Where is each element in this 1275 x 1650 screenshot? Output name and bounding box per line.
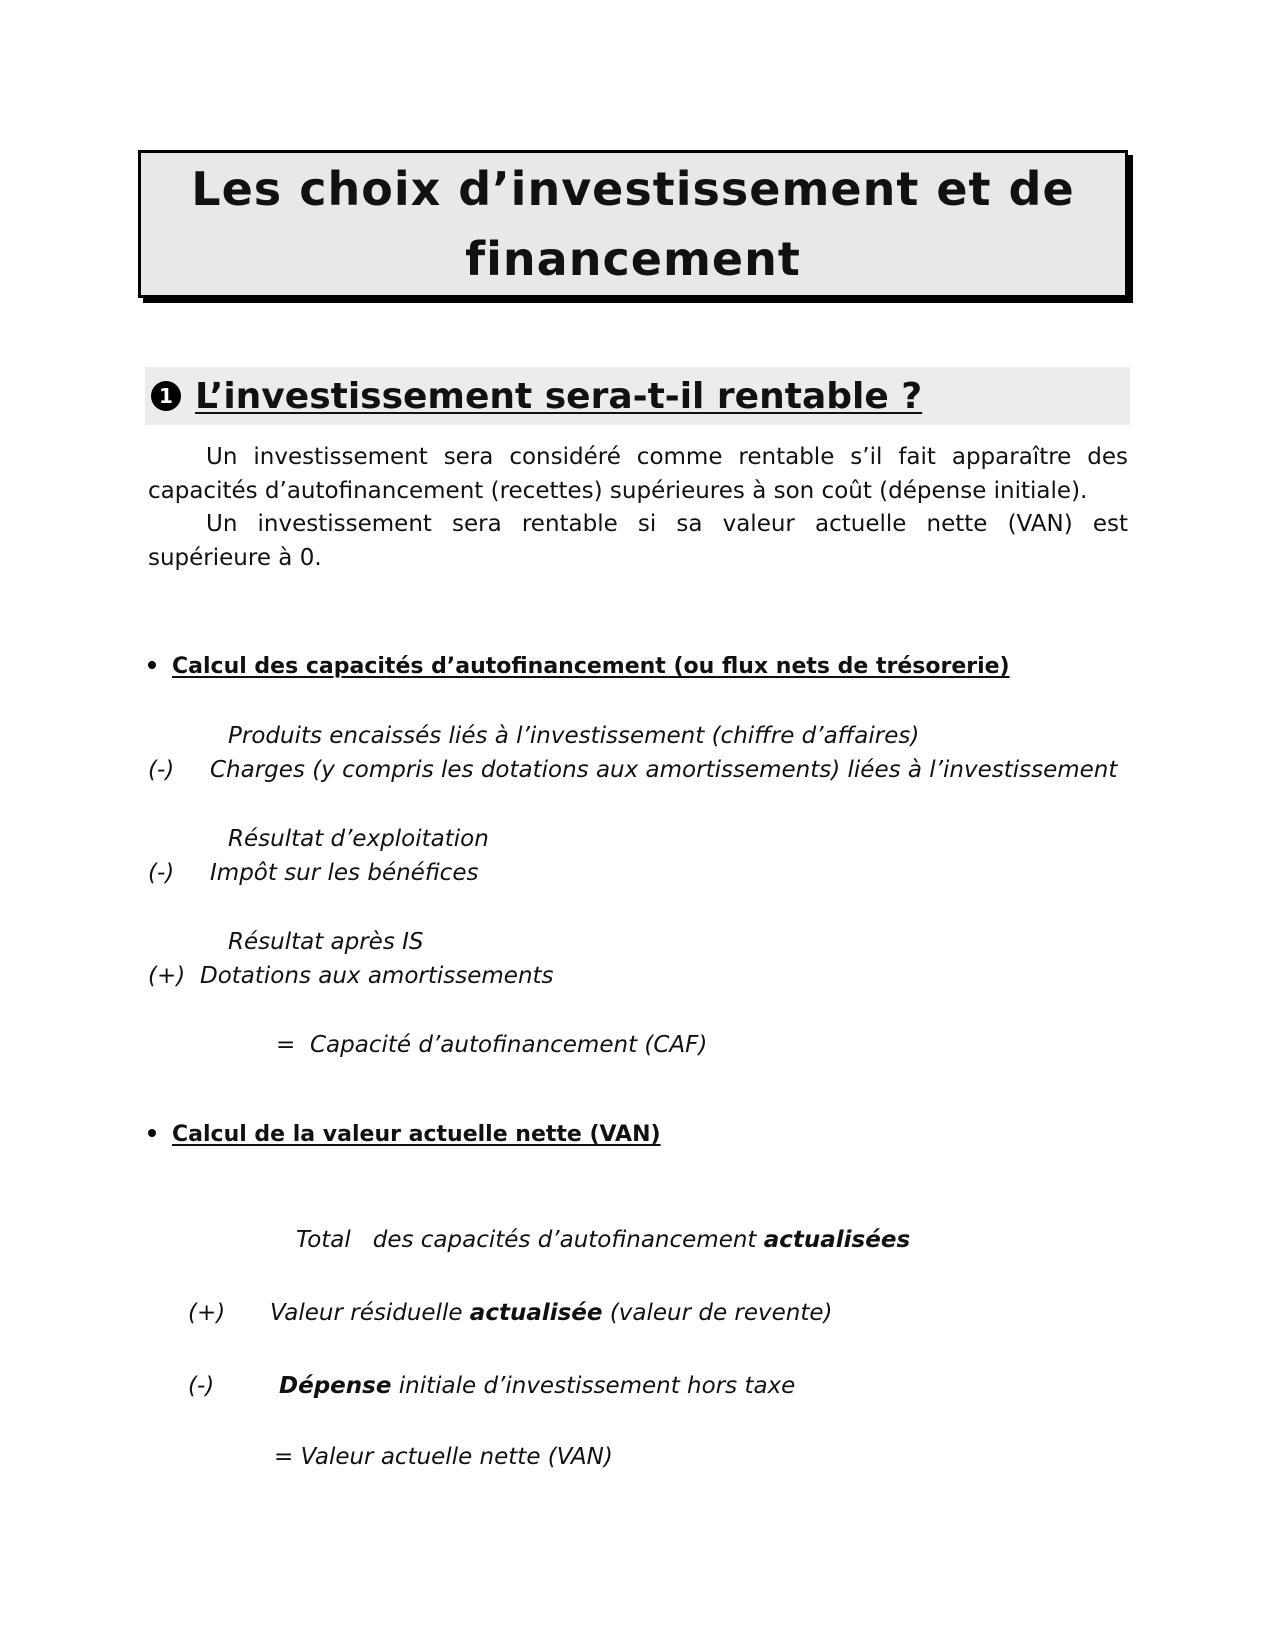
paragraph-1: Un investissement sera considéré comme rentable s’il fait apparaître des capacités d’autofinancement (recettes) supérieures à son coût (dépense initiale). <box>148 444 1128 504</box>
van-residuelle-note: (valeur de revente) <box>609 1300 833 1326</box>
van-depense-emphasis: Dépense <box>279 1373 392 1399</box>
document-title <box>191 154 1074 294</box>
caf-line-capacite: Capacité d’autofinancement (CAF) <box>310 1032 708 1058</box>
van-total-emphasis: actualisées <box>763 1227 911 1253</box>
bullet-caf-heading: Calcul des capacités d’autofinancement (ou flux nets de trésorerie) <box>172 654 1010 679</box>
van-line-depense <box>279 1370 795 1402</box>
van-residuelle-text: Valeur résiduelle <box>270 1300 463 1326</box>
bullet-dot-icon <box>148 661 156 669</box>
caf-line-charges: Charges (y compris les dotations aux amortissements) liées à l’investissement <box>210 757 1118 783</box>
caf-sign-minus-2: (-) <box>148 860 175 886</box>
van-line-total <box>296 1224 910 1256</box>
van-sign-minus: (-) <box>188 1373 215 1399</box>
van-residuelle-emphasis: actualisée <box>469 1300 603 1326</box>
van-line-result: = Valeur actuelle nette (VAN) <box>274 1444 613 1470</box>
caf-sign-minus-1: (-) <box>148 757 175 783</box>
caf-line-dotations: Dotations aux amortissements <box>200 963 554 989</box>
section-number-badge: 1 <box>151 381 181 411</box>
caf-sign-plus: (+) <box>148 963 186 989</box>
section-title: L’investissement sera-t-il rentable ? <box>195 375 923 417</box>
title-line-1: Les choix d’investissement et de <box>191 162 1075 216</box>
caf-line-impot: Impôt sur les bénéfices <box>210 860 479 886</box>
title-line-2: financement <box>465 232 801 286</box>
van-line-valeur-residuelle <box>270 1297 833 1329</box>
bullet-dot-icon <box>148 1129 156 1137</box>
van-total-word: Total <box>296 1227 351 1253</box>
van-depense-text: initiale d’investissement hors taxe <box>398 1373 796 1399</box>
paragraph-2: Un investissement sera rentable si sa valeur actuelle nette (VAN) est supérieure à 0. <box>148 511 1128 571</box>
caf-sign-equals: = <box>276 1032 296 1058</box>
van-total-text: des capacités d’autofinancement <box>372 1227 757 1253</box>
section-heading-1 <box>145 367 1130 425</box>
title-box <box>138 150 1128 298</box>
bullet-caf <box>148 652 1010 682</box>
caf-line-resultat-apres-is: Résultat après IS <box>228 929 424 955</box>
van-sign-plus: (+) <box>188 1300 226 1326</box>
bullet-van <box>148 1120 661 1150</box>
bullet-van-heading: Calcul de la valeur actuelle nette (VAN) <box>172 1122 661 1147</box>
caf-line-resultat-exploitation: Résultat d’exploitation <box>228 826 489 852</box>
caf-line-produits: Produits encaissés liés à l’investissement (chiffre d’affaires) <box>228 723 920 749</box>
